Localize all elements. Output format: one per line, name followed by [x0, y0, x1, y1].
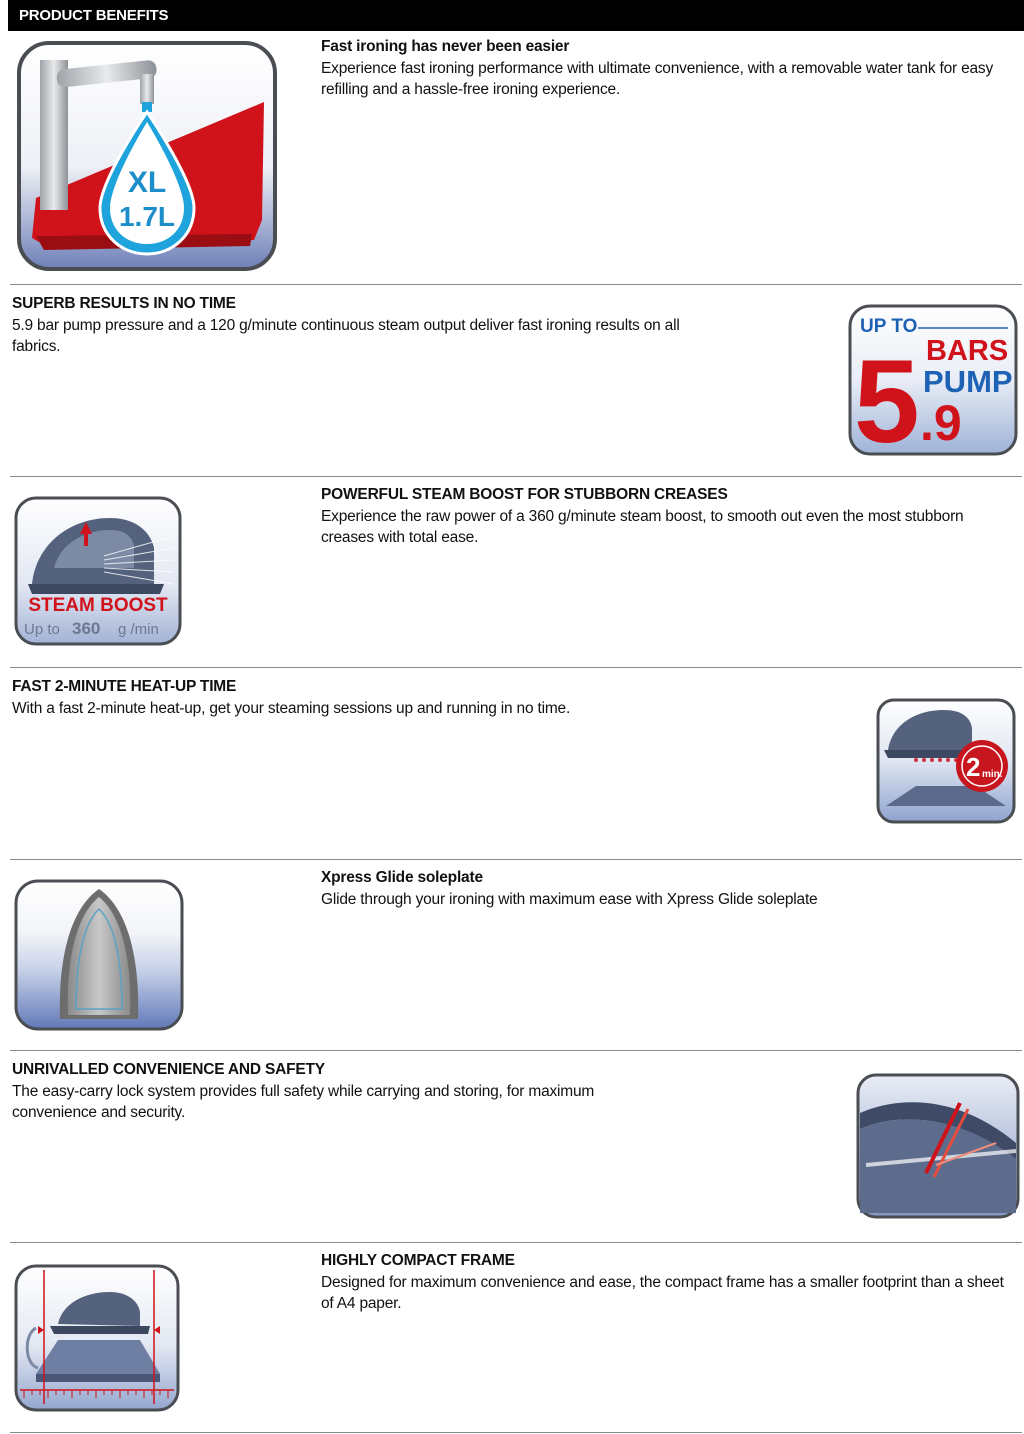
- up-to-label: UP TO: [860, 316, 918, 337]
- benefit-title: HIGHLY COMPACT FRAME: [321, 1252, 515, 1269]
- section-divider: [10, 859, 1022, 860]
- benefit-title: UNRIVALLED CONVENIENCE AND SAFETY: [12, 1061, 325, 1078]
- section-divider: [10, 667, 1022, 668]
- water-tank-icon: [16, 40, 278, 272]
- xl-label: XL: [127, 166, 167, 199]
- benefit-description: Glide through your ironing with maximum ease with Xpress Glide soleplate: [321, 891, 818, 908]
- section-divider: [10, 1242, 1022, 1243]
- benefit-description: With a fast 2-minute heat-up, get your steaming sessions up and running in no time.: [12, 700, 571, 717]
- benefit-description: Designed for maximum convenience and ease, the compact frame has a smaller footprint than a sheet of A4 paper.: [321, 1274, 1004, 1312]
- steam-boost-icon: [14, 496, 182, 646]
- benefit-description: Experience fast ironing performance with ultimate convenience, with a removable water tank for easy refilling and a hassle-free ironing experience.: [321, 60, 994, 98]
- steam-boost-label: STEAM BOOST: [28, 595, 168, 616]
- benefit-title: FAST 2-MINUTE HEAT-UP TIME: [12, 678, 237, 695]
- big-five-label: 5: [854, 336, 920, 456]
- boost-value-label: 360: [72, 619, 101, 638]
- benefit-description: Experience the raw power of a 360 g/minute steam boost, to smooth out even the most stubborn creases with total ease.: [321, 508, 964, 546]
- section-header: PRODUCT BENEFITS: [8, 0, 1024, 31]
- lock-system-icon: [856, 1073, 1020, 1219]
- minutes-value-label: 2: [966, 752, 981, 782]
- benefit-title: SUPERB RESULTS IN NO TIME: [12, 295, 236, 312]
- minutes-unit-label: min.: [982, 769, 1003, 780]
- benefit-title: Fast ironing has never been easier: [321, 38, 570, 55]
- section-divider: [10, 1432, 1022, 1433]
- boost-unit-label: g /min: [118, 621, 159, 638]
- benefit-description: 5.9 bar pump pressure and a 120 g/minute continuous steam output deliver fast ironing results on all fabrics.: [12, 317, 680, 355]
- heat-up-timer-icon: [876, 698, 1016, 824]
- benefit-description: The easy-carry lock system provides full safety while carrying and storing, for maximum convenience and security.: [12, 1083, 595, 1121]
- bars-label: BARS: [926, 335, 1009, 367]
- benefit-title: POWERFUL STEAM BOOST FOR STUBBORN CREASES: [321, 486, 728, 503]
- capacity-label: 1.7L: [118, 201, 176, 232]
- section-divider: [10, 1050, 1022, 1051]
- benefit-title: Xpress Glide soleplate: [321, 869, 483, 886]
- pump-label: PUMP: [923, 364, 1013, 399]
- compact-frame-icon: [14, 1264, 180, 1412]
- soleplate-icon: [14, 879, 184, 1031]
- pump-pressure-icon: [848, 304, 1018, 456]
- section-divider: [10, 284, 1022, 285]
- up-to-label: Up to: [24, 621, 60, 638]
- decimal-label: .9: [920, 395, 962, 451]
- section-divider: [10, 476, 1022, 477]
